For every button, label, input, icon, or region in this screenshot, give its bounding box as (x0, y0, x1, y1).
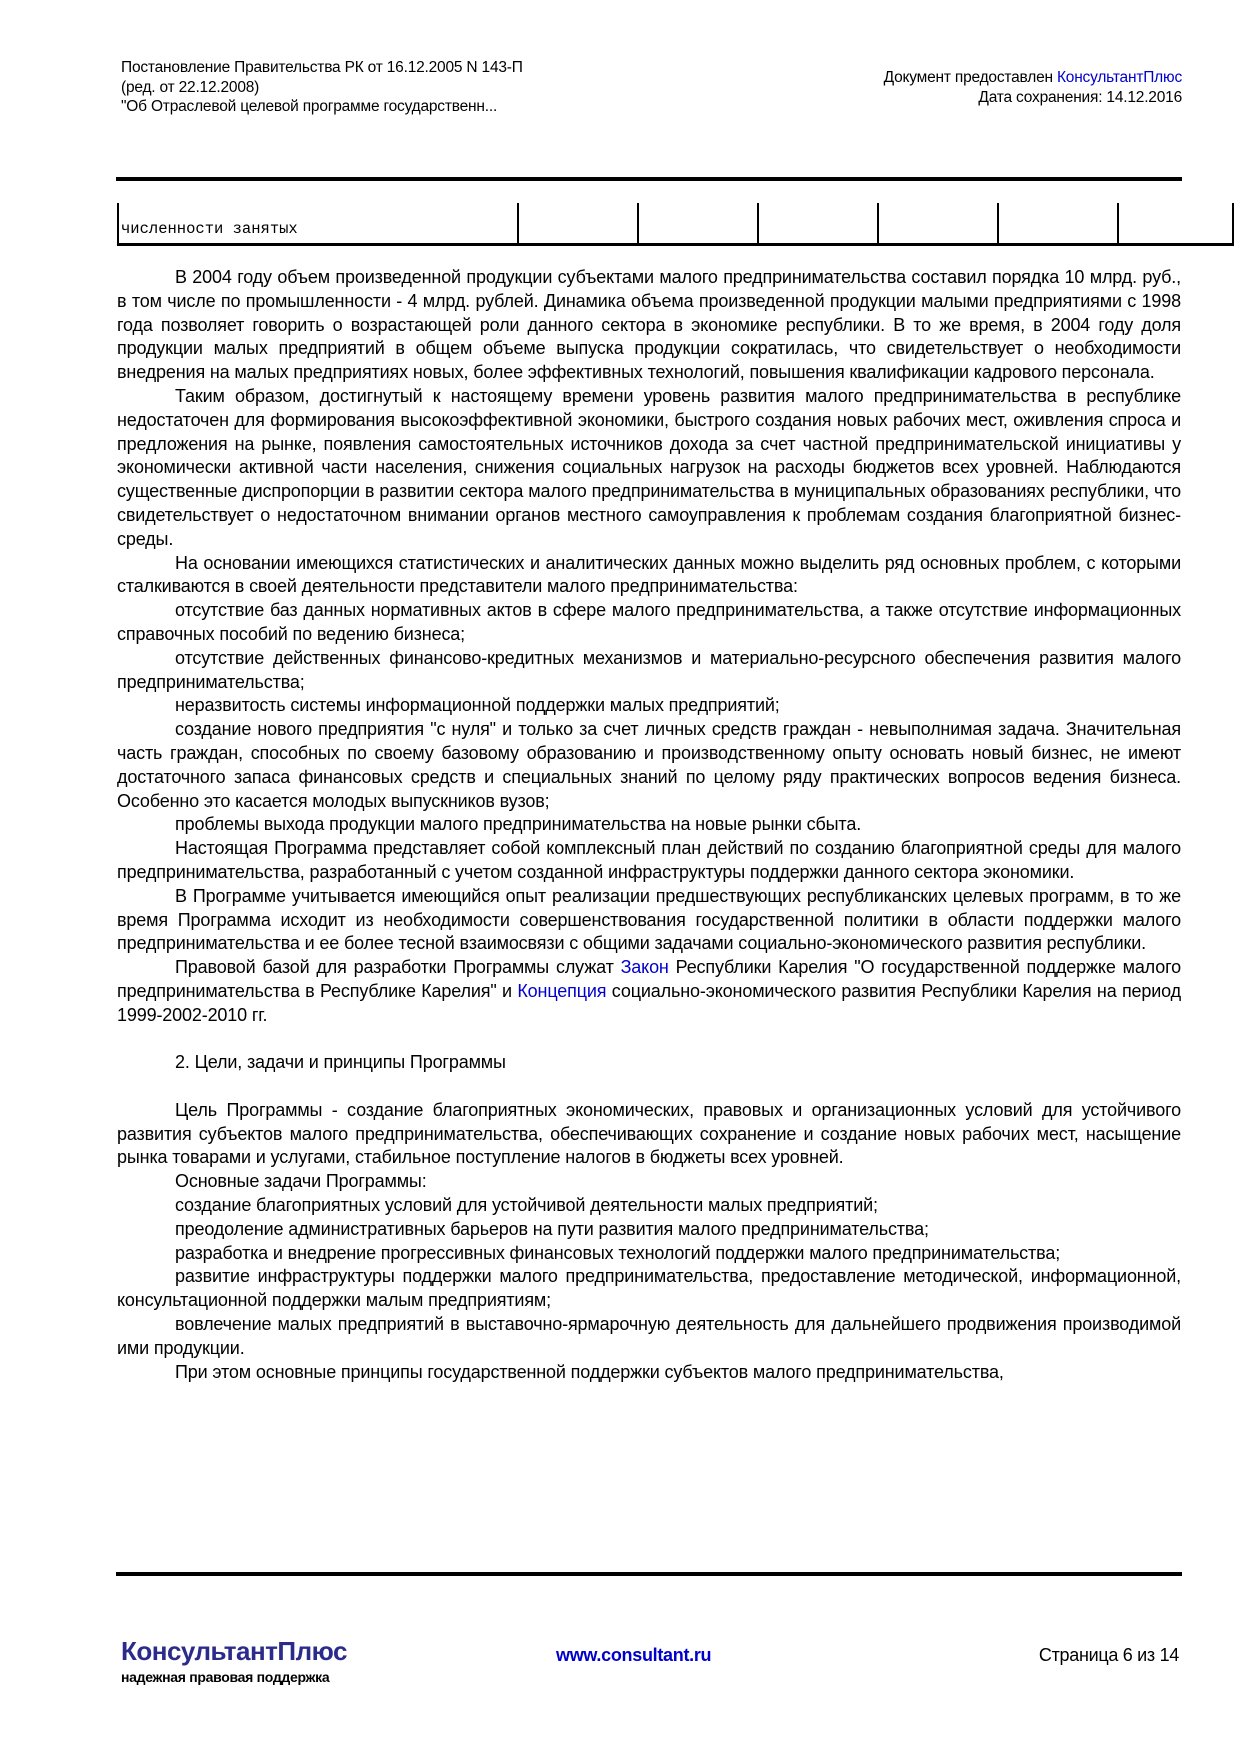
provided-by-label: Документ предоставлен (883, 69, 1057, 86)
paragraph: Основные задачи Программы: (175, 1171, 427, 1192)
concept-link[interactable]: Концепция (517, 980, 607, 1001)
paragraph: Настоящая Программа представляет собой комплексный план действий по созданию благоприятной среды для малого предпринимательства, разработанный с учетом созданной инфраструктуры поддержки данного сектора экономики. (117, 838, 1181, 882)
paragraph: развитие инфраструктуры поддержки малого предпринимательства, предоставление методической, информационной, консультационной поддержки малым предприятиям; (117, 1266, 1181, 1311)
table-cell (637, 203, 757, 243)
table-cell-label: численности занятых (117, 203, 517, 243)
paragraph: вовлечение малых предприятий в выставочно-ярмарочную деятельность для дальнейшего продвижения производимой ими продукции. (117, 1314, 1181, 1358)
save-date: Дата сохранения: 14.12.2016 (978, 88, 1182, 106)
paragraph: В Программе учитывается имеющийся опыт реализации предшествующих республиканских целевых программ, в то же время Программа исходит из необходимости совершенствования государственной политики в области поддержки малого предпринимательства и ее более тесной взаимосвязи с общими задачами социально-экономического развития республики. (117, 885, 1181, 954)
paragraph: На основании имеющихся статистических и аналитических данных можно выделить ряд основных проблем, с которыми сталкиваются в своей деятельности представители малого предпринимательства: (117, 552, 1181, 597)
paragraph: отсутствие действенных финансово-кредитных механизмов и материально-ресурсного обеспечения развития малого предпринимательства; (117, 647, 1181, 692)
section-heading: 2. Цели, задачи и принципы Программы (175, 1052, 506, 1073)
text: Республики Карелия "О государственной поддержке малого предпринимательства в Республике Карелия" и (117, 957, 1181, 1001)
paragraph: Таким образом, достигнутый к настоящему времени уровень развития малого предпринимательства в республике недостаточен для формирования высокоэффективной экономики, быстрого создания новых рабочих мест, оживления спроса и предложения на рынке, появления самостоятельных источников дохода за счет частной предпринимательской инициативы у экономически активной части населения, снижения социальных нагрузок на расходы бюджетов всех уровней. Наблюдаются существенные диспропорции в развитии сектора малого предпринимательства в муниципальных образованиях республики, что свидетельствует о недостаточном внимании органов местного самоуправления к проблемам создания благоприятной бизнес-среды. (117, 385, 1181, 549)
document-title (121, 58, 523, 117)
paragraph: При этом основные принципы государственной поддержки субъектов малого предпринимательства, (175, 1361, 1004, 1382)
law-link[interactable]: Закон (620, 957, 669, 978)
title-line: "Об Отраслевой целевой программе государственн... (121, 98, 498, 115)
text: социально-экономического развития Республики Карелия на период 1999-2002-2010 гг. (117, 980, 1181, 1025)
paragraph: неразвитость системы информационной поддержки малых предприятий; (175, 695, 780, 716)
paragraph: преодоление административных барьеров на пути развития малого предпринимательства; (175, 1218, 929, 1239)
paragraph: создание нового предприятия "с нуля" и только за счет личных средств граждан - невыполнимая задача. Значительная часть граждан, способных по своему базовому образованию и производственному опыту основать новый бизнес, не имеют достаточного запаса финансовых средств и специальных знаний по целому ряду практических вопросов ведения бизнеса. Особенно это касается молодых выпускников вузов; (117, 719, 1181, 811)
document-body (117, 266, 1181, 1384)
title-line: (ред. от 22.12.2008) (121, 78, 260, 96)
paragraph: Цель Программы - создание благоприятных экономических, правовых и организационных условий для устойчивого развития субъектов малого предпринимательства, обеспечивающих сохранение и создание новых рабочих мест, насыщение рынка товарами и услугами, стабильное поступление налогов в бюджеты всех уровней. (117, 1099, 1181, 1168)
paragraph: разработка и внедрение прогрессивных финансовых технологий поддержки малого предпринимательства; (175, 1242, 1061, 1263)
legal-basis-paragraph (117, 956, 1181, 1027)
table-cell (877, 203, 997, 243)
paragraph: отсутствие баз данных нормативных актов в сфере малого предпринимательства, а также отсутствие информационных справочных пособий по ведению бизнеса; (117, 600, 1181, 644)
provider-brand-link[interactable]: КонсультантПлюс (1056, 69, 1182, 86)
paragraph: создание благоприятных условий для устойчивой деятельности малых предприятий; (175, 1195, 878, 1216)
title-line: Постановление Правительства РК от 16.12.2005 N 143-П (121, 59, 523, 76)
footer-logo: КонсультантПлюс (121, 1636, 347, 1666)
website-link[interactable]: www.consultant.ru (556, 1645, 712, 1665)
table-cell (1117, 203, 1234, 243)
table-cell (997, 203, 1117, 243)
footer-divider (116, 1572, 1182, 1576)
table-cell (757, 203, 877, 243)
page-number: Страница 6 из 14 (1038, 1645, 1179, 1665)
paragraph: проблемы выхода продукции малого предпринимательства на новые рынки сбыта. (175, 814, 862, 835)
header-divider (116, 177, 1182, 181)
text: Правовой базой для разработки Программы служат (175, 957, 621, 978)
paragraph: В 2004 году объем произведенной продукции субъектами малого предпринимательства составил порядка 10 млрд. руб., в том числе по промышленности - 4 млрд. рублей. Динамика объема произведенной продукции малыми предприятиями с 1998 года позволяет говорить о возрастающей роли данного сектора в экономике республики. В то же время, в 2004 году доля продукции малых предприятий в общем объеме выпуска продукции сократилась, что свидетельствует о необходимости внедрения на малых предприятиях новых, более эффективных технологий, повышения квалификации кадрового персонала. (117, 267, 1181, 383)
table-cell (517, 203, 637, 243)
table-row (117, 203, 1234, 246)
footer-tagline: надежная правовая поддержка (121, 1669, 330, 1685)
provider-info (884, 68, 1182, 107)
